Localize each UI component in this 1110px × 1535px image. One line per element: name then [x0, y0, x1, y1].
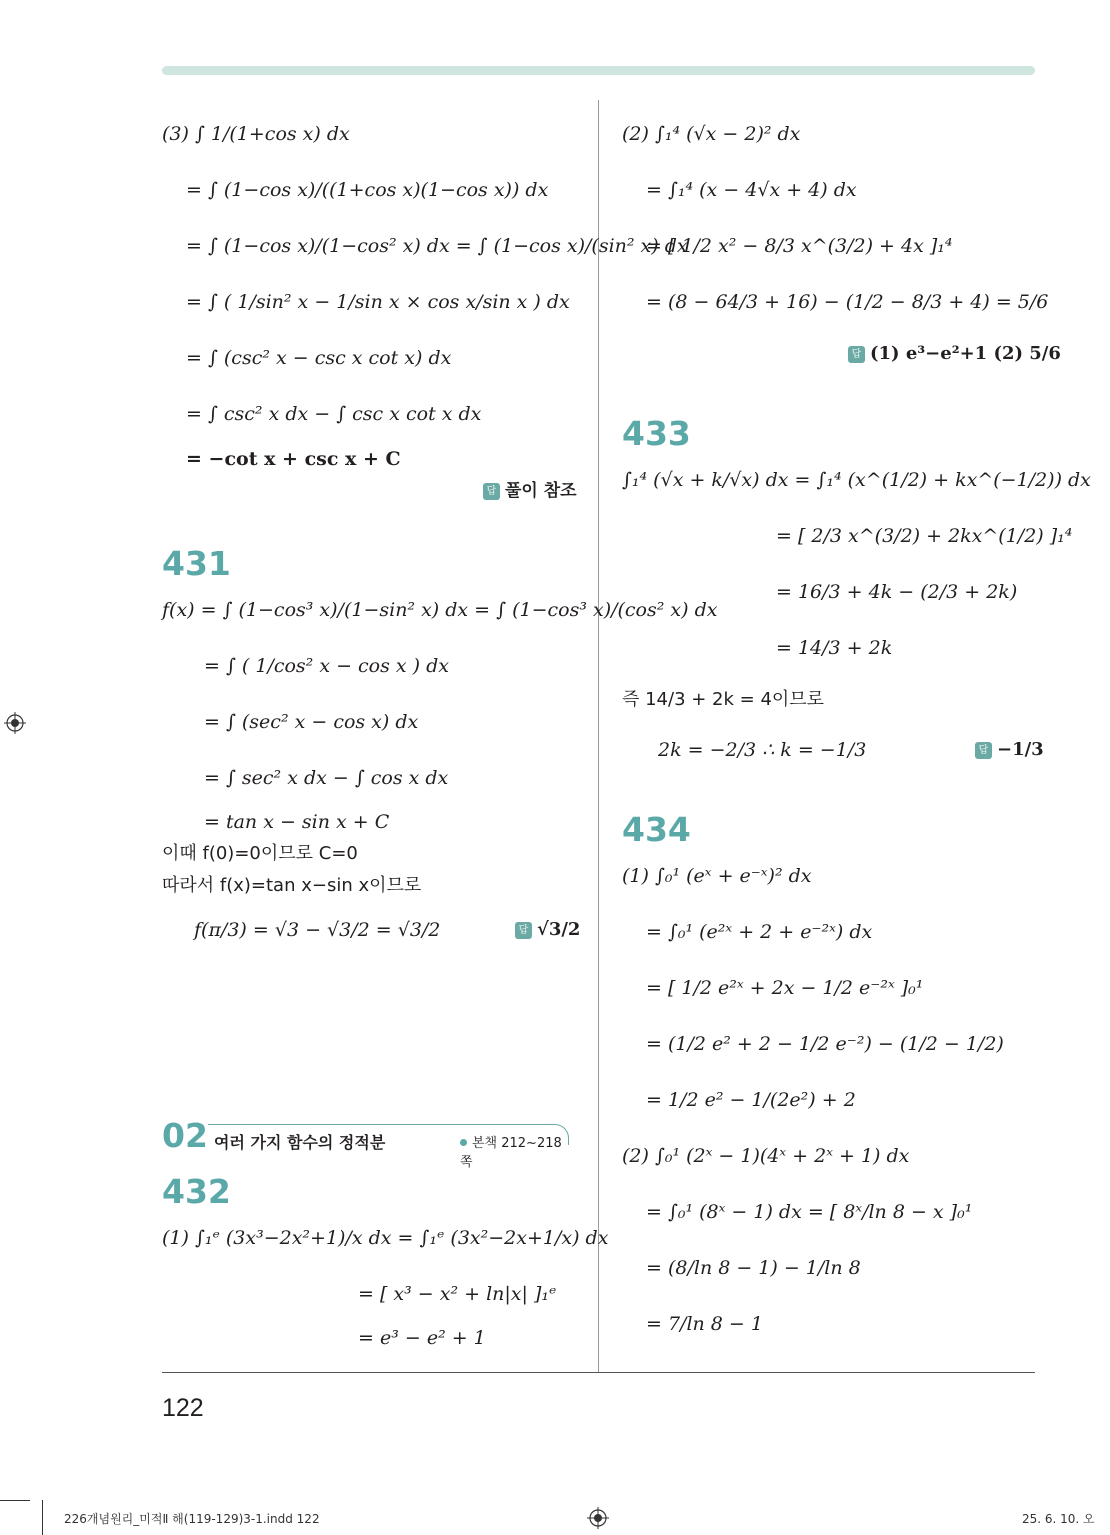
top-decor-bar — [162, 66, 1035, 75]
math-line: = [ 1/2 x² − 8/3 x^(3/2) + 4x ]₁⁴ — [646, 235, 953, 257]
answer-badge: 답 — [515, 922, 532, 939]
math-line: = [ 2/3 x^(3/2) + 2kx^(1/2) ]₁⁴ — [776, 525, 1073, 547]
math-line: = (8 − 64/3 + 16) − (1/2 − 8/3 + 4) = 5/6 — [646, 291, 1049, 313]
math-line: = ∫₁⁴ (x − 4√x + 4) dx — [646, 179, 857, 201]
math-line: = ∫ csc² x dx − ∫ csc x cot x dx — [186, 403, 482, 425]
math-line: (2) ∫₀¹ (2ˣ − 1)(4ˣ + 2ˣ + 1) dx — [622, 1145, 910, 1167]
problem-number: 432 — [162, 1172, 231, 1211]
math-line: = tan x − sin x + C — [204, 811, 390, 833]
answer-line — [483, 479, 577, 503]
math-line: ∫₁⁴ (√x + k/√x) dx = ∫₁⁴ (x^(1/2) + kx^(−1/2)) dx — [622, 469, 1091, 491]
math-line: (1) ∫₀¹ (eˣ + e⁻ˣ)² dx — [622, 865, 812, 887]
answer-line — [848, 342, 1061, 366]
math-line: = 14/3 + 2k — [776, 637, 893, 659]
section-header — [162, 1116, 574, 1170]
answer-badge: 답 — [848, 346, 865, 363]
footer-file-info: 226개념원리_미적Ⅱ 해(119-129)3-1.indd 122 — [64, 1512, 320, 1526]
math-line: = (1/2 e² + 2 − 1/2 e⁻²) − (1/2 − 1/2) — [646, 1033, 1004, 1055]
math-line: f(x) = ∫ (1−cos³ x)/(1−sin² x) dx = ∫ (1−cos³ x)/(cos² x) dx — [162, 599, 718, 621]
math-line: = e³ − e² + 1 — [358, 1327, 486, 1349]
math-line: (1) ∫₁ᵉ (3x³−2x²+1)/x dx = ∫₁ᵉ (3x²−2x+1/x) dx — [162, 1227, 609, 1249]
math-line: = 7/ln 8 − 1 — [646, 1313, 763, 1335]
answer-text: 풀이 참조 — [505, 481, 577, 501]
page-number: 122 — [162, 1394, 204, 1422]
math-line: = [ 1/2 e²ˣ + 2x − 1/2 e⁻²ˣ ]₀¹ — [646, 977, 924, 999]
math-line-result: = −cot x + csc x + C — [186, 448, 401, 470]
math-line: = ∫₀¹ (8ˣ − 1) dx = [ 8ˣ/ln 8 − x ]₀¹ — [646, 1201, 973, 1223]
crop-mark — [42, 1500, 43, 1535]
column-divider — [598, 100, 599, 1372]
math-line: f(π/3) = √3 − √3/2 = √3/2 — [194, 919, 441, 941]
math-line: = [ x³ − x² + ln|x| ]₁ᵉ — [358, 1283, 557, 1305]
registration-mark-icon — [587, 1507, 609, 1529]
math-line: 2k = −2/3 ∴ k = −1/3 — [658, 739, 867, 761]
math-line: = ∫ sec² x dx − ∫ cos x dx — [204, 767, 449, 789]
math-line: = ∫ ( 1/sin² x − 1/sin x × cos x/sin x ) dx — [186, 291, 570, 313]
answer-text: −1/3 — [997, 739, 1044, 760]
crop-mark — [0, 1500, 30, 1501]
answer-badge: 답 — [975, 742, 992, 759]
math-line: = ∫ ( 1/cos² x − cos x ) dx — [204, 655, 449, 677]
bottom-rule — [162, 1372, 1035, 1373]
bullet-icon — [460, 1139, 467, 1146]
answer-line — [515, 918, 580, 942]
section-number: 02 — [162, 1116, 208, 1155]
math-line: = ∫ (1−cos x)/((1+cos x)(1−cos x)) dx — [186, 179, 549, 201]
section-reference-text: 본책 212~218쪽 — [460, 1136, 562, 1170]
answer-text: (1) e³−e²+1 (2) 5/6 — [870, 343, 1061, 364]
problem-number: 434 — [622, 810, 691, 849]
text-line: 즉 14/3 + 2k = 4이므로 — [622, 689, 825, 710]
answer-line — [975, 738, 1044, 762]
problem-number: 433 — [622, 414, 691, 453]
math-line: (3) ∫ 1/(1+cos x) dx — [162, 123, 350, 145]
problem-number: 431 — [162, 544, 231, 583]
math-line: = ∫ (csc² x − csc x cot x) dx — [186, 347, 452, 369]
registration-mark-icon — [4, 712, 26, 734]
math-line: = 16/3 + 4k − (2/3 + 2k) — [776, 581, 1018, 603]
footer-date: 25. 6. 10. 오 — [1022, 1512, 1095, 1526]
answer-text: √3/2 — [537, 919, 581, 940]
math-line: = 1/2 e² − 1/(2e²) + 2 — [646, 1089, 856, 1111]
math-line: = ∫ (sec² x − cos x) dx — [204, 711, 419, 733]
math-line: = ∫₀¹ (e²ˣ + 2 + e⁻²ˣ) dx — [646, 921, 873, 943]
answer-badge: 답 — [483, 483, 500, 500]
text-line: 이때 f(0)=0이므로 C=0 — [162, 843, 358, 864]
math-line: = (8/ln 8 − 1) − 1/ln 8 — [646, 1257, 861, 1279]
section-reference — [460, 1132, 574, 1170]
text-line: 따라서 f(x)=tan x−sin x이므로 — [162, 875, 422, 896]
math-line: = ∫ (1−cos x)/(1−cos² x) dx = ∫ (1−cos x)/(sin² x) dx — [186, 235, 688, 257]
section-title: 여러 가지 함수의 정적분 — [214, 1133, 386, 1152]
math-line: (2) ∫₁⁴ (√x − 2)² dx — [622, 123, 801, 145]
